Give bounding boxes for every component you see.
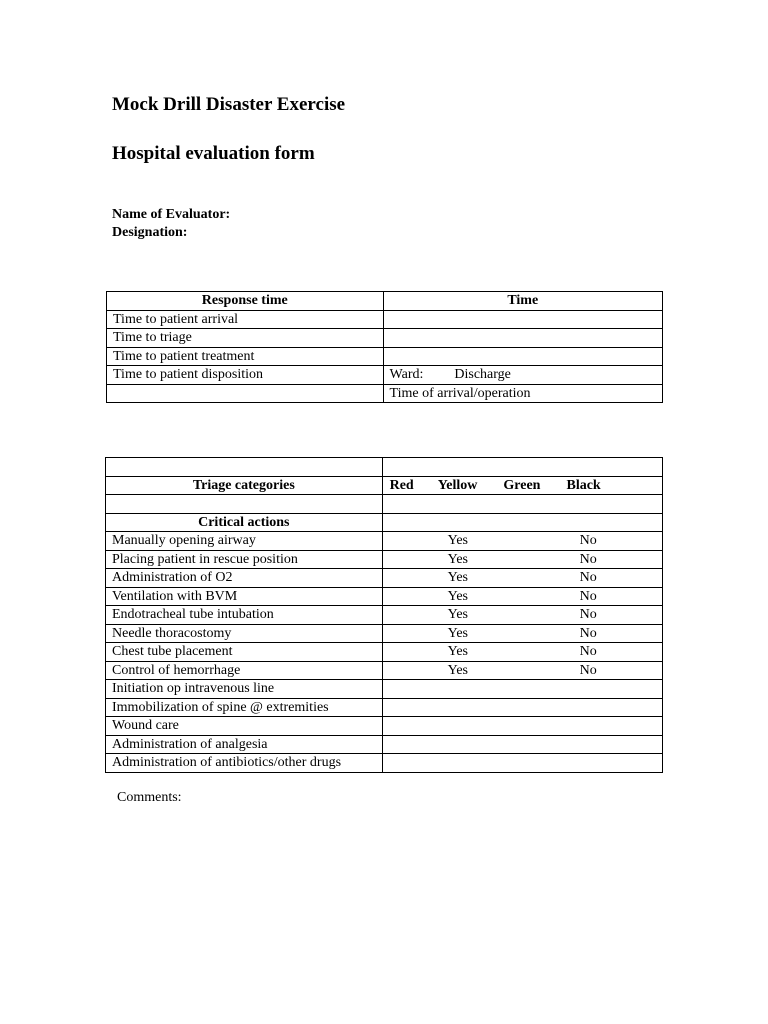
response-cell[interactable] xyxy=(382,680,662,699)
time-cell[interactable] xyxy=(383,310,662,329)
yes-option[interactable]: Yes xyxy=(447,551,468,567)
table-row xyxy=(106,661,663,680)
empty-cell xyxy=(382,513,662,532)
category-green: Green xyxy=(503,477,541,493)
critical-action-label: Administration of analgesia xyxy=(106,735,383,754)
table-row xyxy=(106,550,663,569)
critical-action-label: Wound care xyxy=(106,717,383,736)
row-label: Time to patient arrival xyxy=(107,310,384,329)
critical-action-label: Immobilization of spine @ extremities xyxy=(106,698,383,717)
row-label xyxy=(107,384,384,403)
table-row xyxy=(106,717,663,736)
yes-option[interactable]: Yes xyxy=(447,625,468,641)
empty-cell xyxy=(382,495,662,514)
no-option[interactable]: No xyxy=(579,625,597,641)
critical-action-label: Administration of O2 xyxy=(106,569,383,588)
no-option[interactable]: No xyxy=(579,607,597,623)
table-row xyxy=(107,384,663,403)
table-row xyxy=(106,476,663,495)
yes-option[interactable]: Yes xyxy=(447,607,468,623)
no-option[interactable]: No xyxy=(579,570,597,586)
response-time-header: Response time xyxy=(107,292,384,311)
table-row xyxy=(106,495,663,514)
ward-label: Ward: xyxy=(389,367,424,383)
yes-no-cell xyxy=(382,587,662,606)
empty-cell xyxy=(382,458,662,477)
table-row xyxy=(106,587,663,606)
no-option[interactable]: No xyxy=(579,662,597,678)
table-row xyxy=(106,735,663,754)
row-label: Time to patient disposition xyxy=(107,366,384,385)
table-row xyxy=(106,458,663,477)
evaluator-label: Name of Evaluator: xyxy=(112,207,231,222)
yes-no-cell xyxy=(382,606,662,625)
empty-cell xyxy=(106,458,383,477)
category-red: Red xyxy=(389,477,414,493)
critical-action-label: Endotracheal tube intubation xyxy=(106,606,383,625)
yes-option[interactable]: Yes xyxy=(447,644,468,660)
response-cell[interactable] xyxy=(382,735,662,754)
critical-action-label: Needle thoracostomy xyxy=(106,624,383,643)
table-row xyxy=(107,366,663,385)
yes-option[interactable]: Yes xyxy=(447,570,468,586)
yes-no-cell xyxy=(382,550,662,569)
critical-action-label: Administration of antibiotics/other drugs xyxy=(106,754,383,773)
table-row xyxy=(106,606,663,625)
yes-option[interactable]: Yes xyxy=(447,588,468,604)
yes-no-cell xyxy=(382,624,662,643)
table-row xyxy=(107,329,663,348)
critical-action-label: Control of hemorrhage xyxy=(106,661,383,680)
empty-cell xyxy=(106,495,383,514)
row-label: Time to triage xyxy=(107,329,384,348)
critical-action-label: Manually opening airway xyxy=(106,532,383,551)
response-cell[interactable] xyxy=(382,717,662,736)
response-cell[interactable] xyxy=(382,754,662,773)
form-subtitle: Hospital evaluation form xyxy=(112,143,315,164)
table-row xyxy=(106,624,663,643)
no-option[interactable]: No xyxy=(579,588,597,604)
no-option[interactable]: No xyxy=(579,551,597,567)
table-row xyxy=(106,698,663,717)
table-row xyxy=(106,513,663,532)
table-row xyxy=(107,292,663,311)
yes-option[interactable]: Yes xyxy=(447,662,468,678)
yes-no-cell xyxy=(382,661,662,680)
critical-action-label: Ventilation with BVM xyxy=(106,587,383,606)
table-row xyxy=(106,643,663,662)
table-row xyxy=(106,569,663,588)
triage-table xyxy=(105,457,663,773)
critical-action-label: Placing patient in rescue position xyxy=(106,550,383,569)
critical-actions-label: Critical actions xyxy=(106,513,383,532)
time-cell[interactable] xyxy=(383,329,662,348)
no-option[interactable]: No xyxy=(579,644,597,660)
triage-categories-label: Triage categories xyxy=(106,476,383,495)
yes-no-cell xyxy=(382,643,662,662)
time-header: Time xyxy=(383,292,662,311)
response-cell[interactable] xyxy=(382,698,662,717)
row-label: Time to patient treatment xyxy=(107,347,384,366)
yes-option[interactable]: Yes xyxy=(447,533,468,549)
table-row xyxy=(106,754,663,773)
comments-label: Comments: xyxy=(117,790,182,805)
table-row xyxy=(106,532,663,551)
triage-category-headers xyxy=(382,476,662,495)
category-yellow: Yellow xyxy=(437,477,478,493)
table-row xyxy=(107,347,663,366)
arrival-operation-label: Time of arrival/operation xyxy=(383,384,662,403)
time-cell[interactable] xyxy=(383,347,662,366)
category-black: Black xyxy=(566,477,601,493)
disposition-cell[interactable] xyxy=(383,366,662,385)
critical-action-label: Chest tube placement xyxy=(106,643,383,662)
table-row xyxy=(106,680,663,699)
response-time-table xyxy=(106,291,663,403)
critical-action-label: Initiation op intravenous line xyxy=(106,680,383,699)
no-option[interactable]: No xyxy=(579,533,597,549)
yes-no-cell xyxy=(382,569,662,588)
yes-no-cell xyxy=(382,532,662,551)
designation-label: Designation: xyxy=(112,225,188,240)
table-row xyxy=(107,310,663,329)
form-title: Mock Drill Disaster Exercise xyxy=(112,94,346,115)
discharge-label: Discharge xyxy=(454,367,511,383)
